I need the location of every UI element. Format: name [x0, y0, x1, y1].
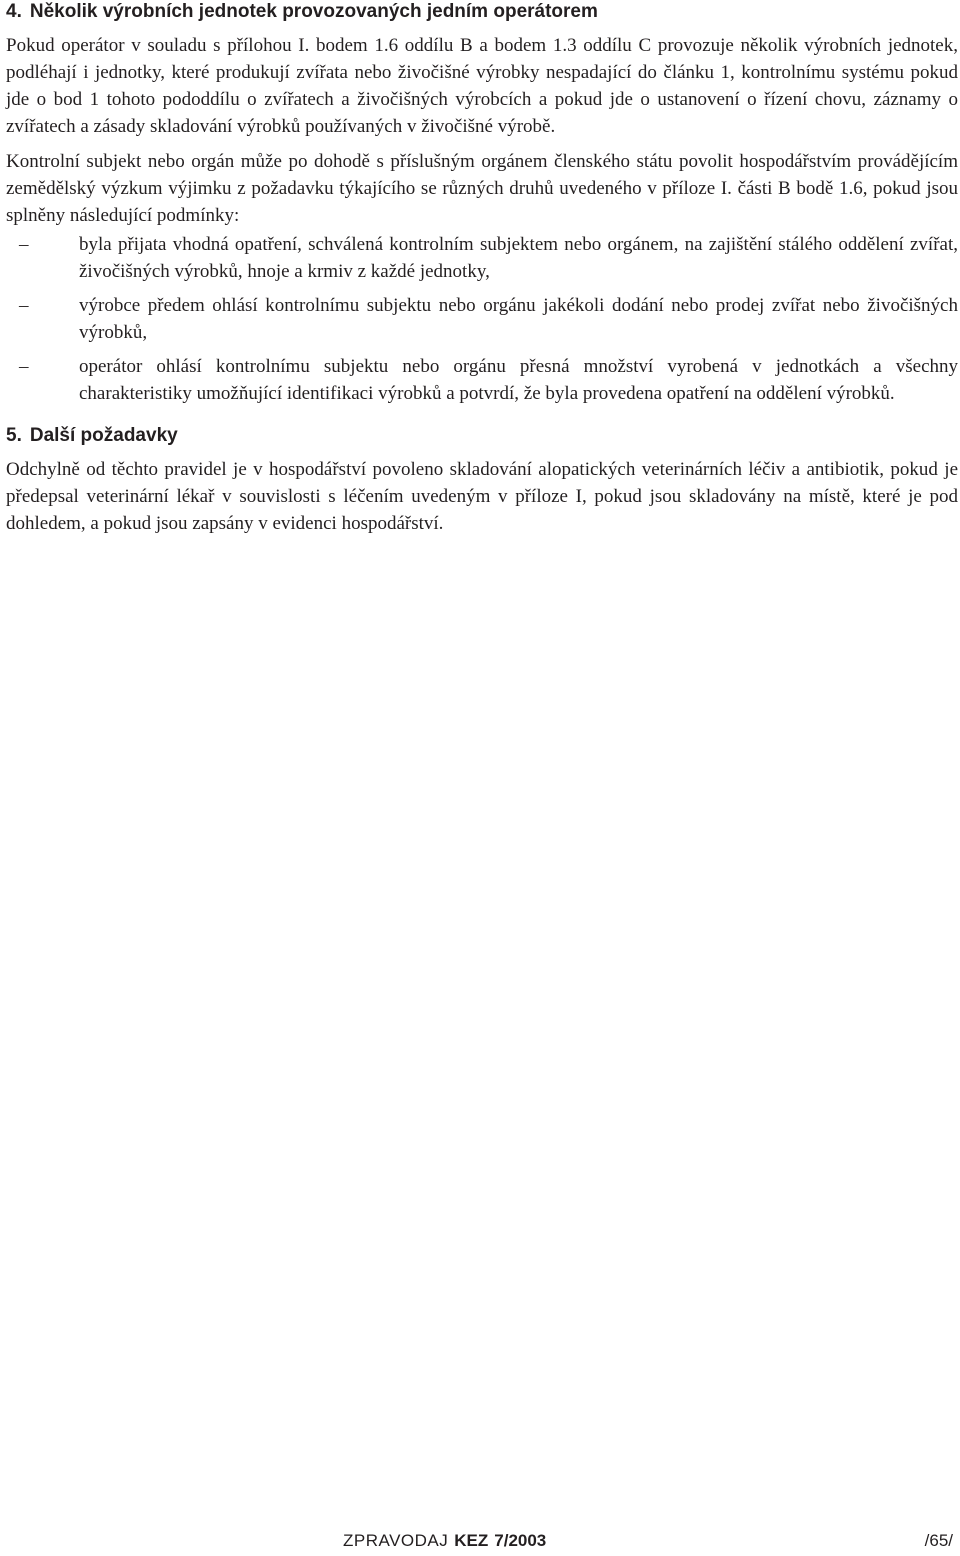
dash-bullet: – — [19, 295, 29, 316]
list-item-text: výrobce předem ohlásí kontrolnímu subjektu nebo orgánu jakékoli dodání nebo prodej zvířat nebo živočišných výrobků, — [79, 295, 958, 343]
section-5-heading — [6, 424, 958, 448]
list-item — [6, 231, 958, 285]
section-4-paragraph-1: Pokud operátor v souladu s přílohou I. bodem 1.6 oddílu B a bodem 1.3 oddílu C provozuje několik výrobních jednotek, podléhají i jednotky, které produkují zvířata nebo živočišné výrobky nespadající do článku 1, kontrolnímu systému pokud jde o bod 1 tohoto pododdílu o zvířatech a živočišných výrobcích a pokud jde o ustanovení o řízení chovu, záznamy o zvířatech a zásady skladování výrobků používaných v živočišné výrobě. — [6, 35, 958, 137]
footer-journal-name: ZPRAVODAJ — [343, 1531, 449, 1550]
dash-bullet: – — [19, 356, 29, 377]
section-4-paragraph-2: Kontrolní subjekt nebo orgán může po dohodě s příslušným orgánem členského státu povolit hospodářstvím provádějícím zemědělský výzkum výjimku z požadavku týkajícího se různých druhů uvedeného v příloze I. části B bodě 1.6, pokud jsou splněny následující podmínky: — [6, 151, 958, 226]
section-4-number: 4. — [6, 1, 22, 22]
section-5-paragraph: Odchylně od těchto pravidel je v hospodářství povoleno skladování alopatických veterinárních léčiv a antibiotik, pokud je předepsal veterinární lékař v souvislosti s léčením uvedeným v příloze I, pokud jsou skladovány na místě, které je pod dohledem, a pokud jsou zapsány v evidenci hospodářství. — [6, 459, 958, 534]
list-item — [6, 292, 958, 346]
conditions-list — [6, 231, 958, 407]
document-page — [6, 0, 958, 537]
list-item-text: operátor ohlásí kontrolnímu subjektu nebo orgánu přesná množství vyrobená v jednotkách a všechny charakteristiky umožňující identifikaci výrobků a potvrdí, že byla provedena opatření na oddělení výrobků. — [79, 356, 958, 404]
page-footer — [343, 1530, 955, 1552]
dash-bullet: – — [19, 234, 29, 255]
section-5-title: Další požadavky — [29, 425, 178, 446]
section-4-title: Několik výrobních jednotek provozovaných jedním operátorem — [29, 1, 598, 22]
footer-page-number: /65/ — [924, 1531, 953, 1550]
footer-kez-label: KEZ — [454, 1531, 489, 1550]
list-item-text: byla přijata vhodná opatření, schválená kontrolním subjektem nebo orgánem, na zajištění stálého oddělení zvířat, živočišných výrobků, hnoje a krmiv z každé jednotky, — [79, 234, 958, 282]
footer-issue-number: 7/2003 — [494, 1531, 547, 1550]
section-4-heading — [6, 0, 958, 24]
section-5-number: 5. — [6, 425, 22, 446]
list-item — [6, 353, 958, 407]
